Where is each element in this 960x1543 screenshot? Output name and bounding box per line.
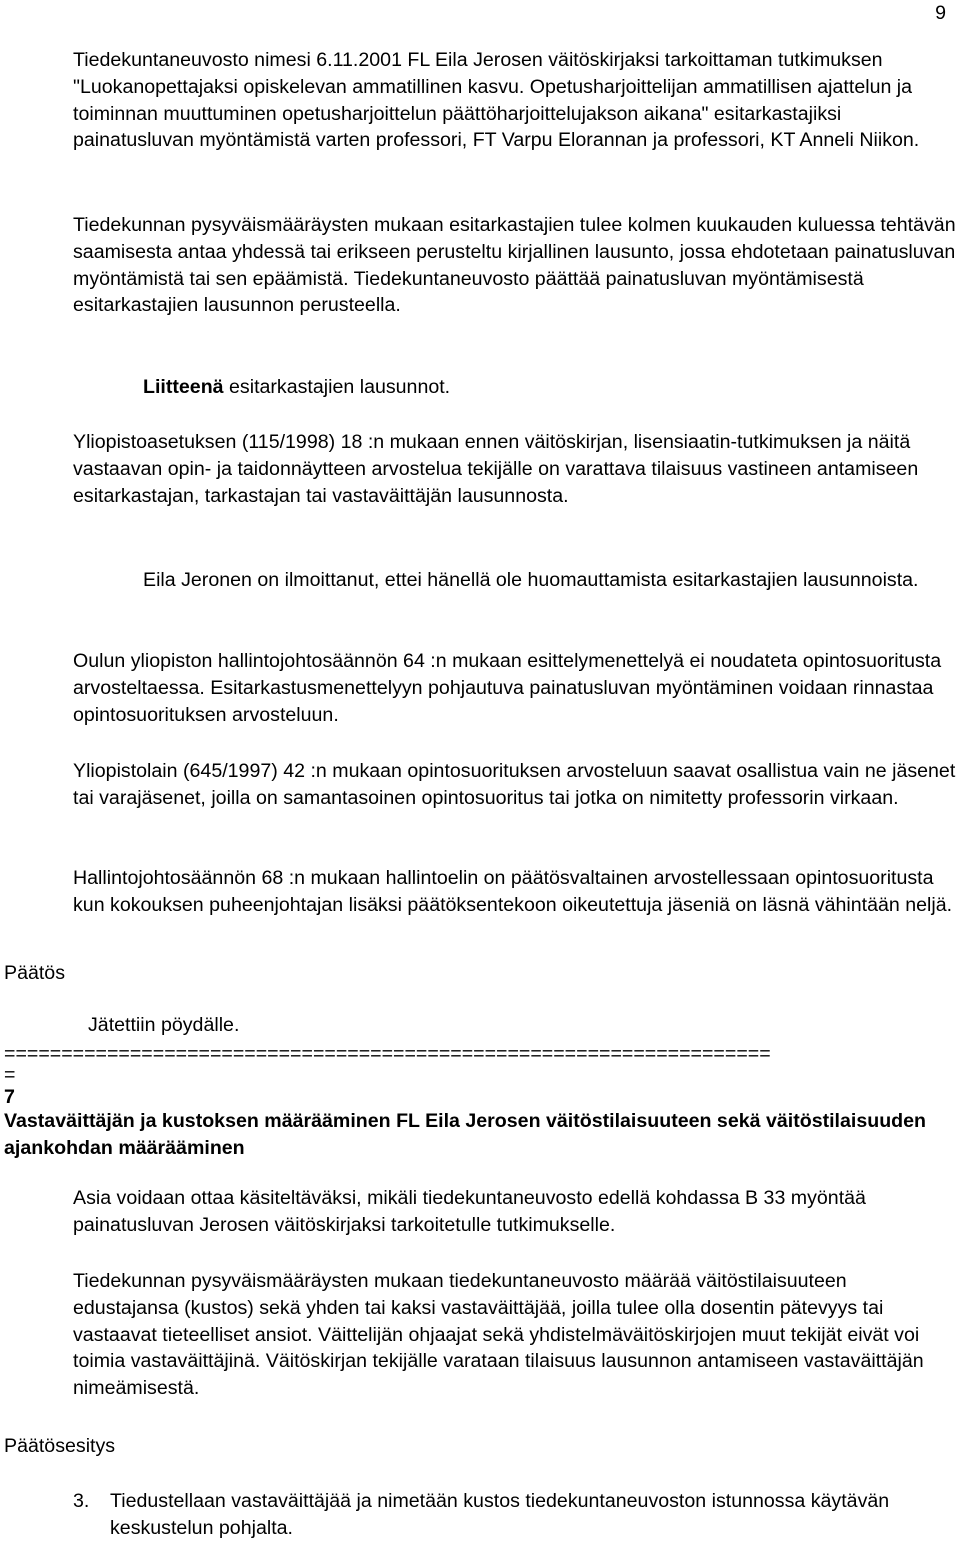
paragraph-precondition: Asia voidaan ottaa käsiteltäväksi, mikäli tiedekuntaneuvosto edellä kohdassa B 33 myöntää painatusluvan Jerosen väitöskirjaksi tarkoitetulle tutkimukselle. bbox=[73, 1187, 866, 1236]
paragraph-administrative-rules-68: Hallintojohtosäännön 68 :n mukaan hallintoelin on päätösvaltainen arvostellessaan opintosuoritusta kun kokouksen puheenjohtajan lisäksi päätöksentekoon oikeutettuja jäseniä on läsnä vähintään neljä. bbox=[73, 867, 953, 916]
decision-label: Päätös bbox=[4, 962, 66, 984]
proposal-label: Päätösesitys bbox=[4, 1435, 116, 1457]
paragraph-appointment: Tiedekuntaneuvosto nimesi 6.11.2001 FL Eila Jerosen väitöskirjaksi tarkoittaman tutkimuksen "Luokanopettajaksi opiskelevan ammatillinen kasvu. Opetusharjoittelijan ammatillisen ajattelun ja toiminnan muuttuminen opetusharjoittelun päättöharjoittelujakson aikana" esitarkastajiksi painatusluvan myöntämistä varten professori, FT Varpu Elorannan ja professori, KT Anneli Niikon. bbox=[73, 49, 920, 152]
paragraph-standing-orders: Tiedekunnan pysyväismääräysten mukaan esitarkastajien tulee kolmen kuukauden kuluessa tehtävän saamisesta antaa yhdessä tai erikseen perusteltu kirjallinen lausunto, jossa ehdotetaan painatusluvan myöntämistä tai sen epäämistä. Tiedekuntaneuvosto päättää painatusluvan myöntämisestä esitarkastajien lausunnon perusteella. bbox=[73, 214, 956, 317]
separator-line: =================================================================== bbox=[4, 1043, 771, 1065]
page-number: 9 bbox=[935, 2, 946, 24]
attachment-note bbox=[143, 374, 957, 401]
paragraph-university-decree: Yliopistoasetuksen (115/1998) 18 :n mukaan ennen väitöskirjan, lisensiaatin-tutkimuksen ja näitä vastaavan opin- ja taidonnäytteen arvostelua tekijälle on varattava tilaisuus vastineen antamiseen esitarkastajan, tarkastajan tai vastaväittäjän lausunnosta. bbox=[73, 431, 919, 507]
proposal-item-text: Tiedustellaan vastaväittäjää ja nimetään kustos tiedekuntaneuvoston istunnossa käytävän keskustelun pohjalta. bbox=[110, 1490, 890, 1539]
paragraph-university-act: Yliopistolain (645/1997) 42 :n mukaan opintosuorituksen arvosteluun saavat osallistua vain ne jäsenet tai varajäsenet, joilla on samantasoinen opintosuoritus tai jotka on nimitetty professorin virkaan. bbox=[73, 760, 956, 809]
attachment-label: Liitteenä bbox=[143, 376, 224, 398]
paragraph-administrative-rules-64: Oulun yliopiston hallintojohtosäännön 64 :n mukaan esittelymenettelyä ei noudateta opintosuoritusta arvosteltaessa. Esitarkastusmenettelyyn pohjautuva painatusluvan myöntäminen voidaan rinnastaa opintosuorituksen arvosteluun. bbox=[73, 650, 942, 726]
attachment-text: esitarkastajien lausunnot. bbox=[223, 376, 451, 398]
paragraph-faculty-orders: Tiedekunnan pysyväismääräysten mukaan tiedekuntaneuvosto määrää väitöstilaisuuteen edustajansa (kustos) sekä yhden tai kaksi vastaväittäjää, joilla tulee olla dosentin pätevyys tai vastaavat tieteelliset ansiot. Väittelijän ohjaajat sekä yhdistelmäväitöskirjojen muut tekijät eivät voi toimia vastaväittäjinä. Väitöskirjan tekijälle varataan tilaisuus lausunnon antamiseen vastaväittäjän nimeämisestä. bbox=[73, 1270, 924, 1400]
paragraph-jeronen-statement: Eila Jeronen on ilmoittanut, ettei hänellä ole huomauttamista esitarkastajien lausunnoista. bbox=[143, 569, 919, 591]
section-title: Vastaväittäjän ja kustoksen määrääminen FL Eila Jerosen väitöstilaisuuteen sekä väitöstilaisuuden ajankohdan määrääminen bbox=[4, 1110, 927, 1159]
proposal-item-number: 3. bbox=[73, 1490, 90, 1512]
decision-text: Jätettiin pöydälle. bbox=[88, 1014, 240, 1036]
section-number: 7 bbox=[4, 1086, 15, 1108]
separator-tail: = bbox=[4, 1064, 16, 1086]
